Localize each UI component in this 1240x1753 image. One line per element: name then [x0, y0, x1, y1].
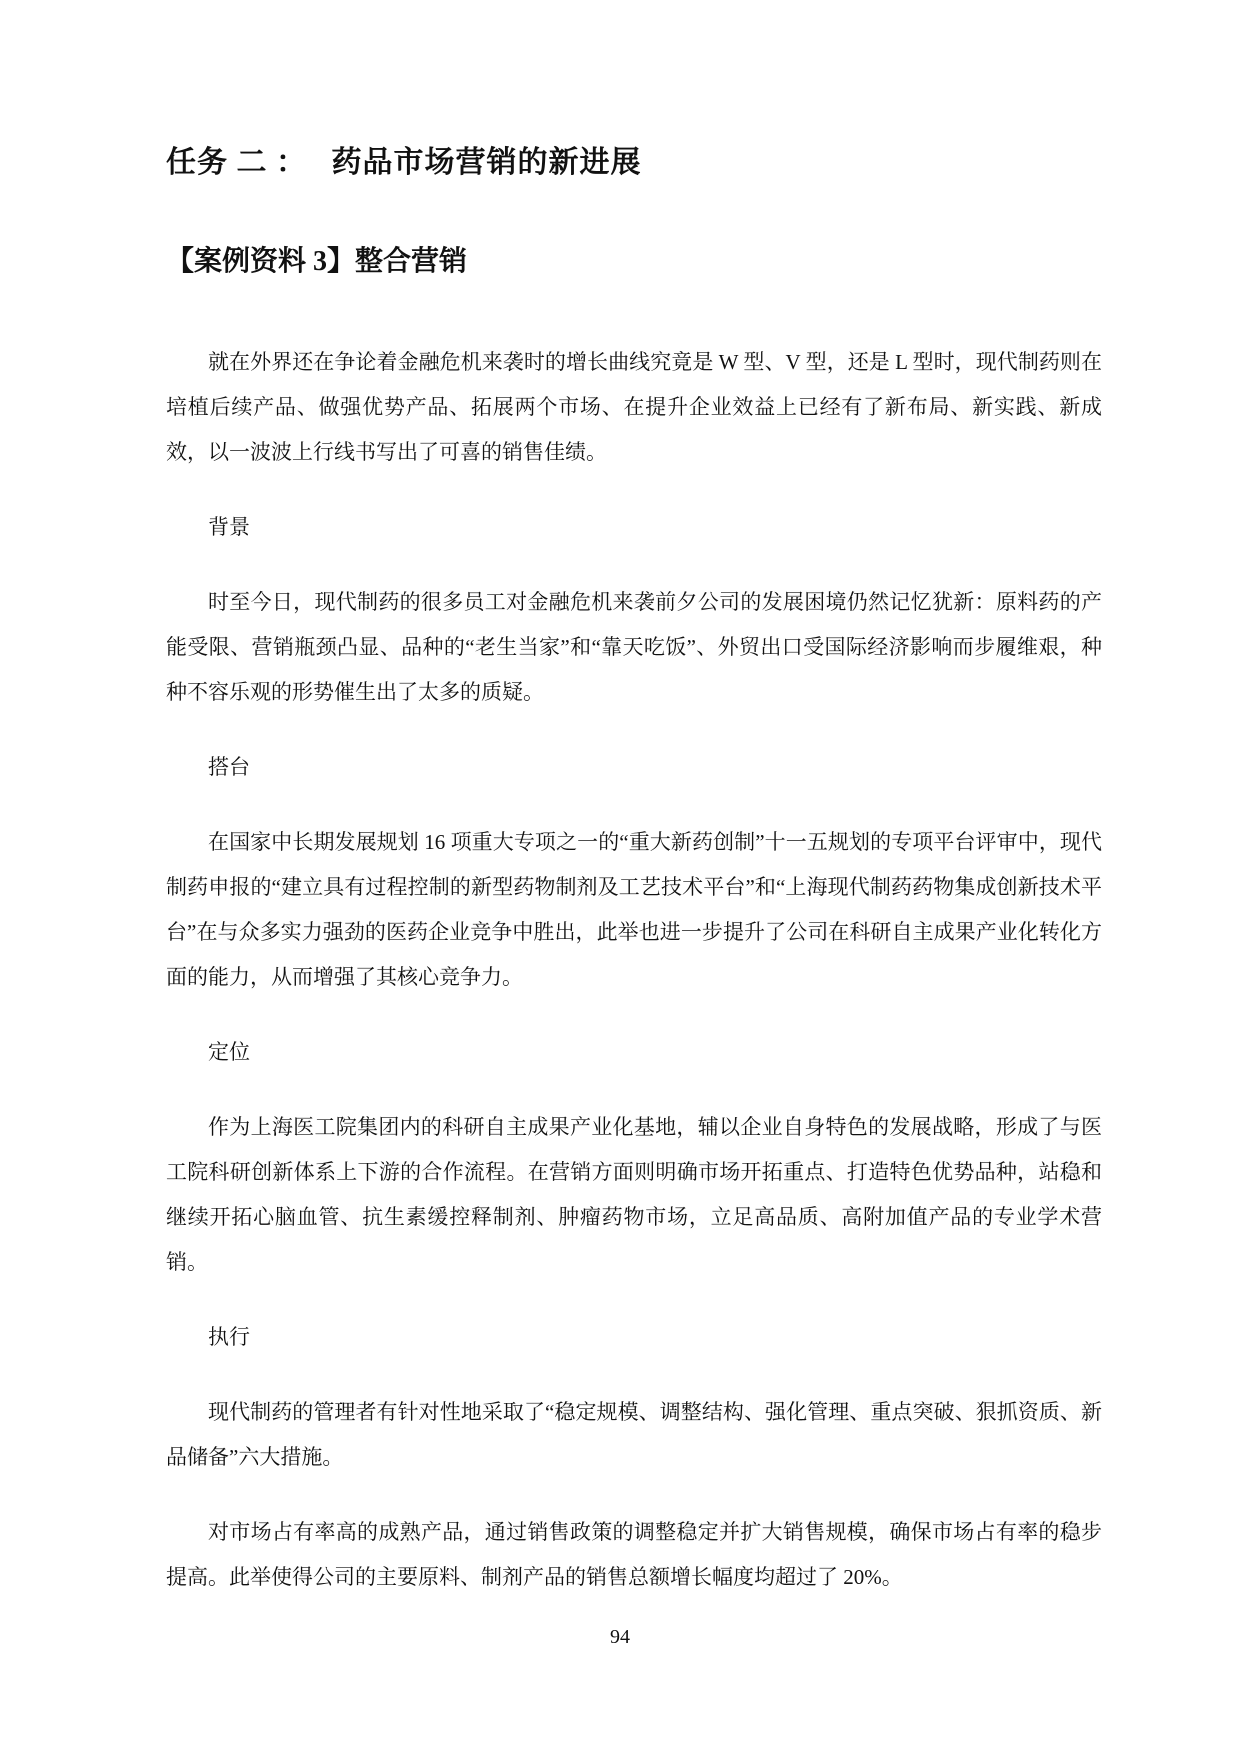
paragraph-intro: 就在外界还在争论着金融危机来袭时的增长曲线究竟是 W 型、V 型，还是 L 型时，现代制药则在培植后续产品、做强优势产品、拓展两个市场、在提升企业效益上已经有了新布局、新实践、新成效，以一波波上行线书写出了可喜的销售佳绩。	[166, 350, 1102, 464]
paragraph-execution-results: 对市场占有率高的成熟产品，通过销售政策的调整稳定并扩大销售规模，确保市场占有率的稳步提高。此举使得公司的主要原料、制剂产品的销售总额增长幅度均超过了 20%。	[166, 1520, 1102, 1589]
section-heading-background: 背景	[208, 515, 250, 539]
paragraph-positioning: 作为上海医工院集团内的科研自主成果产业化基地，辅以企业自身特色的发展战略，形成了与医工院科研创新体系上下游的合作流程。在营销方面则明确市场开拓重点、打造特色优势品种，站稳和继续开拓心脑血管、抗生素缓控释制剂、肿瘤药物市场，立足高品质、高附加值产品的专业学术营销。	[166, 1115, 1102, 1274]
page-number: 94	[610, 1626, 630, 1648]
document-content	[166, 0, 1102, 1600]
task-title: 任务 二 ： 药品市场营销的新进展	[166, 146, 642, 179]
section-heading-stage: 搭台	[208, 755, 250, 779]
section-heading-execution: 执行	[208, 1325, 250, 1349]
paragraph-execution-measures: 现代制药的管理者有针对性地采取了“稳定规模、调整结构、强化管理、重点突破、狠抓资质、新品储备”六大措施。	[166, 1400, 1102, 1469]
case-material-subtitle: 【案例资料 3】整合营销	[166, 246, 468, 277]
paragraph-stage: 在国家中长期发展规划 16 项重大专项之一的“重大新药创制”十一五规划的专项平台评审中，现代制药申报的“建立具有过程控制的新型药物制剂及工艺技术平台”和“上海现代制药药物集成创新技术平台”在与众多实力强劲的医药企业竞争中胜出，此举也进一步提升了公司在科研自主成果产业化转化方面的能力，从而增强了其核心竞争力。	[166, 830, 1102, 989]
paragraph-background: 时至今日，现代制药的很多员工对金融危机来袭前夕公司的发展困境仍然记忆犹新：原料药的产能受限、营销瓶颈凸显、品种的“老生当家”和“靠天吃饭”、外贸出口受国际经济影响而步履维艰，种种不容乐观的形势催生出了太多的质疑。	[166, 590, 1102, 704]
section-heading-positioning: 定位	[208, 1040, 250, 1064]
